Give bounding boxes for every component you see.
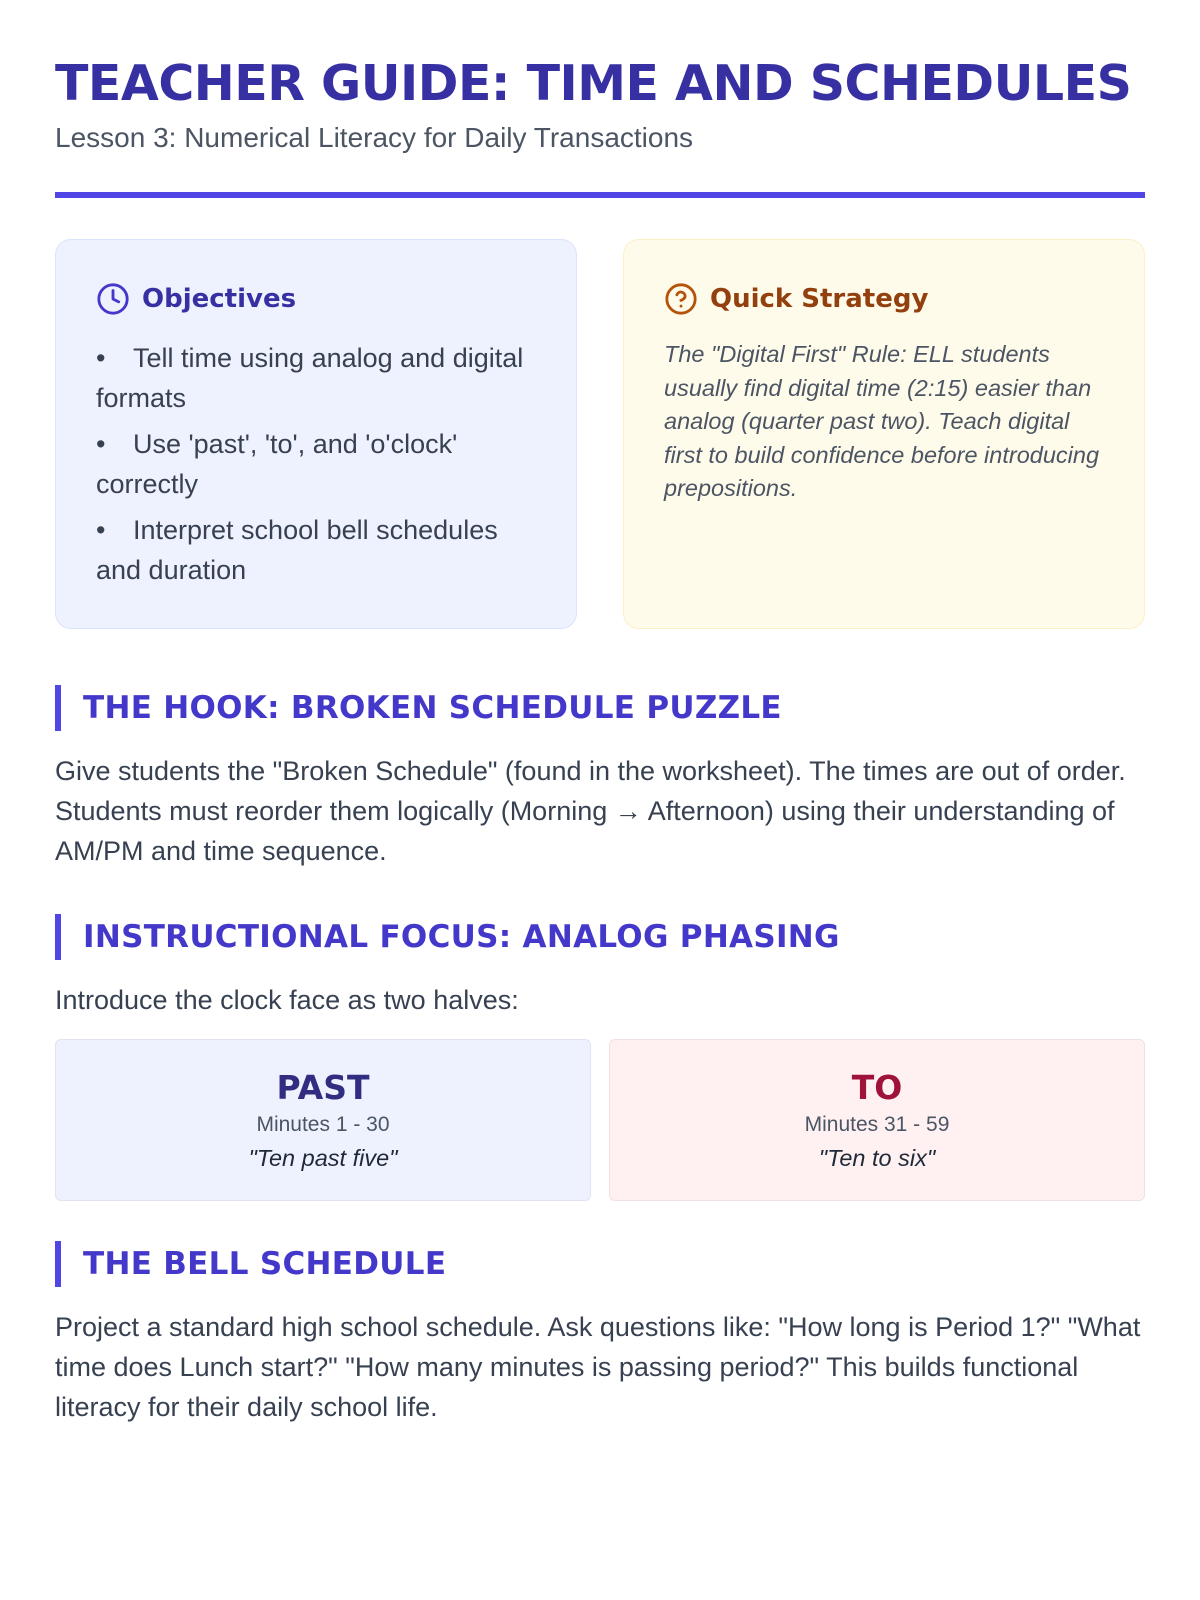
to-phase-card <box>609 1039 1145 1201</box>
header-divider <box>55 192 1145 198</box>
phase-example: "Ten to six" <box>818 1145 936 1171</box>
summary-cards <box>55 239 1145 629</box>
strategy-header <box>664 282 1104 316</box>
hook-text: Give students the "Broken Schedule" (found in the worksheet). The times are out of order. Students must reorder them logically (Morning → Afternoon) using their understanding of AM/PM and time sequence. <box>55 756 1126 866</box>
objective-text: Use 'past', 'to', and 'o'clock' correctly <box>96 429 458 499</box>
phase-range: Minutes 1 - 30 <box>256 1113 390 1136</box>
page-title: TEACHER GUIDE: TIME AND SCHEDULES <box>55 55 1132 112</box>
clock-phases <box>55 1039 1145 1201</box>
strategy-card <box>623 239 1145 629</box>
question-circle-icon <box>664 282 698 316</box>
page-subtitle: Lesson 3: Numerical Literacy for Daily Transactions <box>55 122 694 153</box>
focus-heading: INSTRUCTIONAL FOCUS: ANALOG PHASING <box>55 914 1145 960</box>
phase-label: PAST <box>276 1068 370 1107</box>
objectives-heading: Objectives <box>142 284 297 314</box>
phase-label: TO <box>851 1068 903 1107</box>
bell-text: Project a standard high school schedule. Ask questions like: "How long is Period 1?" "What time does Lunch start?" "How many minutes is passing period?" This builds functional literacy for their daily school life. <box>55 1312 1141 1422</box>
list-item: • Tell time using analog and digital formats <box>96 343 524 413</box>
hook-heading: THE HOOK: BROKEN SCHEDULE PUZZLE <box>55 685 1145 731</box>
past-phase-card <box>55 1039 591 1201</box>
objectives-list <box>96 338 536 590</box>
objectives-card <box>55 239 577 629</box>
strategy-text: The "Digital First" Rule: ELL students usually find digital time (2:15) easier than analog (quarter past two). Teach digital first to build confidence before introducing prepositions. <box>664 341 1100 501</box>
list-item: • Interpret school bell schedules and duration <box>96 515 498 585</box>
focus-intro: Introduce the clock face as two halves: <box>55 985 519 1015</box>
objective-text: Tell time using analog and digital formats <box>96 343 524 413</box>
phase-example: "Ten past five" <box>248 1145 398 1171</box>
phase-range: Minutes 31 - 59 <box>804 1113 950 1136</box>
strategy-heading: Quick Strategy <box>710 284 929 314</box>
objectives-header <box>96 282 536 316</box>
bell-heading: THE BELL SCHEDULE <box>55 1241 1145 1287</box>
objective-text: Interpret school bell schedules and duration <box>96 515 498 585</box>
list-item: • Use 'past', 'to', and 'o'clock' correctly <box>96 429 458 499</box>
clock-icon <box>96 282 130 316</box>
